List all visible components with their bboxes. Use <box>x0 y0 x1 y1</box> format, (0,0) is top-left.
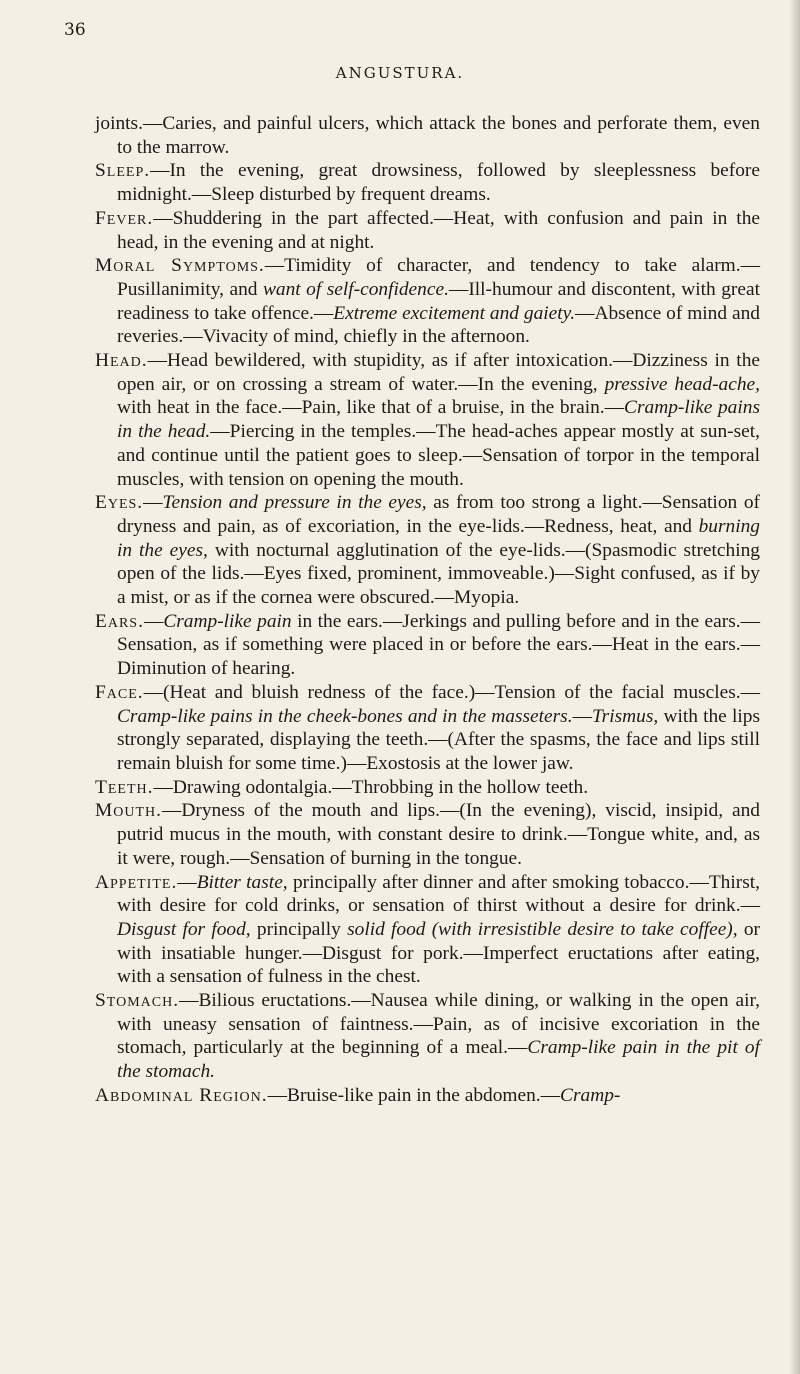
paragraph-moral-symptoms <box>95 254 760 349</box>
body-text-run: — <box>143 492 163 514</box>
section-heading: Moral Symptoms. <box>95 255 265 277</box>
section-heading: Head. <box>95 350 148 372</box>
italic-text: Cramp-like pain <box>163 610 292 632</box>
italic-text: pressive head-ache, <box>604 373 760 395</box>
italic-text: Bitter taste, <box>196 871 288 893</box>
body-text-run: —Piercing in the temples.—The head-aches appear mostly at sun-set, and continue until the patient goes to sleep.—Sensation of torpor in the temporal muscles, with tension on opening the mouth. <box>117 421 760 490</box>
italic-text: Cramp-like pain in the pit of the stomach. <box>117 1037 761 1083</box>
section-heading: Sleep. <box>95 160 151 182</box>
paragraph-continuation <box>95 112 760 159</box>
section-heading: Teeth. <box>95 776 154 798</box>
paragraph-stomach <box>95 989 760 1084</box>
paragraph-mouth <box>95 799 760 870</box>
body-text-run: joints.—Caries, and painful ulcers, which attack the bones and perforate them, even to the marrow. <box>95 113 760 158</box>
body-text-run: in the ears.—Jerkings and pulling before and in the ears.—Sensation, as if something were placed in or before the ears.—Heat in the ears.—Diminution of hearing. <box>117 610 761 680</box>
italic-text: Cramp-like pains in the cheek-bones and in the masseters. <box>117 705 573 727</box>
italic-text: burning in the eyes, <box>117 515 760 561</box>
section-heading: Mouth. <box>95 800 162 822</box>
italic-text: Cramp-like pains in the head. <box>117 397 760 443</box>
paragraph-head <box>95 349 760 491</box>
body-text-run: principally after dinner and after smoking tobacco.—Thirst, with desire for cold drinks, or sensation of thirst without a desire for drink.— <box>117 871 760 917</box>
body-text-run: —Drawing odontalgia.—Throbbing in the hollow teeth. <box>153 776 589 798</box>
section-heading: Fever. <box>95 207 154 229</box>
body-text <box>95 112 760 1108</box>
body-text-run: —In the evening, great drowsiness, followed by sleeplessness before midnight.—Sleep disturbed by frequent dreams. <box>117 160 760 206</box>
body-text-run: —Bilious eructations.—Nausea while dining, or walking in the open air, with uneasy sensation of faintness.—Pain, as of incisive excoriation in the stomach, particularly at the beginning of a meal.— <box>117 990 760 1059</box>
body-text-run: with the lips strongly separated, displaying the teeth.—(After the spasms, the face and lips still remain bluish for some time.)—Exostosis at the lower jaw. <box>117 705 760 774</box>
body-text-run: —Shuddering in the part affected.—Heat, with confusion and pain in the head, in the evening and at night. <box>117 207 760 253</box>
section-heading: Eyes. <box>95 492 144 514</box>
section-heading: Ears. <box>95 610 144 632</box>
body-text-run: —Head bewildered, with stupidity, as if after intoxication.—Dizziness in the open air, or on crossing a stream of water.—In the evening, <box>117 350 760 395</box>
italic-text: Disgust for food, <box>117 918 251 940</box>
body-text-run: —Bruise-like pain in the abdomen.— <box>267 1084 561 1106</box>
paragraph-face <box>95 681 760 776</box>
paragraph-eyes <box>95 491 760 610</box>
italic-text: Extreme excitement and gaiety. <box>333 302 576 324</box>
body-text-run: —Ill-humour and discontent, with great readiness to take offence.— <box>117 278 760 324</box>
body-text-run: — <box>143 610 164 632</box>
italic-text: solid food (with irresistible desire to take coffee), <box>347 918 738 940</box>
body-text-run: with nocturnal agglutination of the eye-lids.—(Spasmodic stretching open of the lids.—Eyes fixed, prominent, immoveable.)—Sight confused, as if by a mist, or as if the cornea were obscured.—Myopia. <box>117 539 760 609</box>
body-text-run: as from too strong a light.—Sensation of dryness and pain, as of excoriation, in the eye-lids.—Redness, heat, and <box>117 492 760 537</box>
body-text-run: with heat in the face.—Pain, like that of a bruise, in the brain.— <box>117 397 625 419</box>
paragraph-fever <box>95 207 760 254</box>
italic-text: want of self-confidence. <box>262 278 449 300</box>
running-head: ANGUSTURA. <box>335 64 465 82</box>
body-text-run: —Timidity of character, and tendency to take alarm.—Pusillanimity, and <box>117 255 760 300</box>
paragraph-teeth <box>95 776 760 800</box>
body-text-run: —(Heat and bluish redness of the face.)—Tension of the facial muscles.— <box>143 681 760 703</box>
paragraph-ears <box>95 610 760 681</box>
paragraph-appetite <box>95 871 760 990</box>
page-number: 36 <box>64 20 86 40</box>
body-text-run: —Absence of mind and reveries.—Vivacity of mind, chiefly in the afternoon. <box>117 302 760 348</box>
section-heading: Appetite. <box>95 871 178 893</box>
body-text-run: —Dryness of the mouth and lips.—(In the evening), viscid, insipid, and putrid mucus in the mouth, with constant desire to drink.—Tongue white, and, as it were, rough.—Sensation of burning in the tongue. <box>117 800 760 869</box>
italic-text: Tension and pressure in the eyes, <box>162 492 427 514</box>
section-heading: Abdominal Region. <box>95 1084 268 1106</box>
paragraph-sleep <box>95 159 760 206</box>
page-edge <box>790 0 800 1374</box>
body-text-run: principally <box>250 918 348 940</box>
body-text-run: — <box>177 871 197 893</box>
body-text-run: or with insatiable hunger.—Disgust for pork.—Imperfect eructations after eating, with a sensation of fulness in the chest. <box>117 918 760 988</box>
body-text-run: — <box>572 705 592 727</box>
italic-text: Trismus, <box>591 705 659 727</box>
paragraph-abdominal-region <box>95 1084 760 1108</box>
section-heading: Face. <box>95 681 144 703</box>
section-heading: Stomach. <box>95 990 180 1012</box>
italic-text: Cramp- <box>560 1084 621 1106</box>
